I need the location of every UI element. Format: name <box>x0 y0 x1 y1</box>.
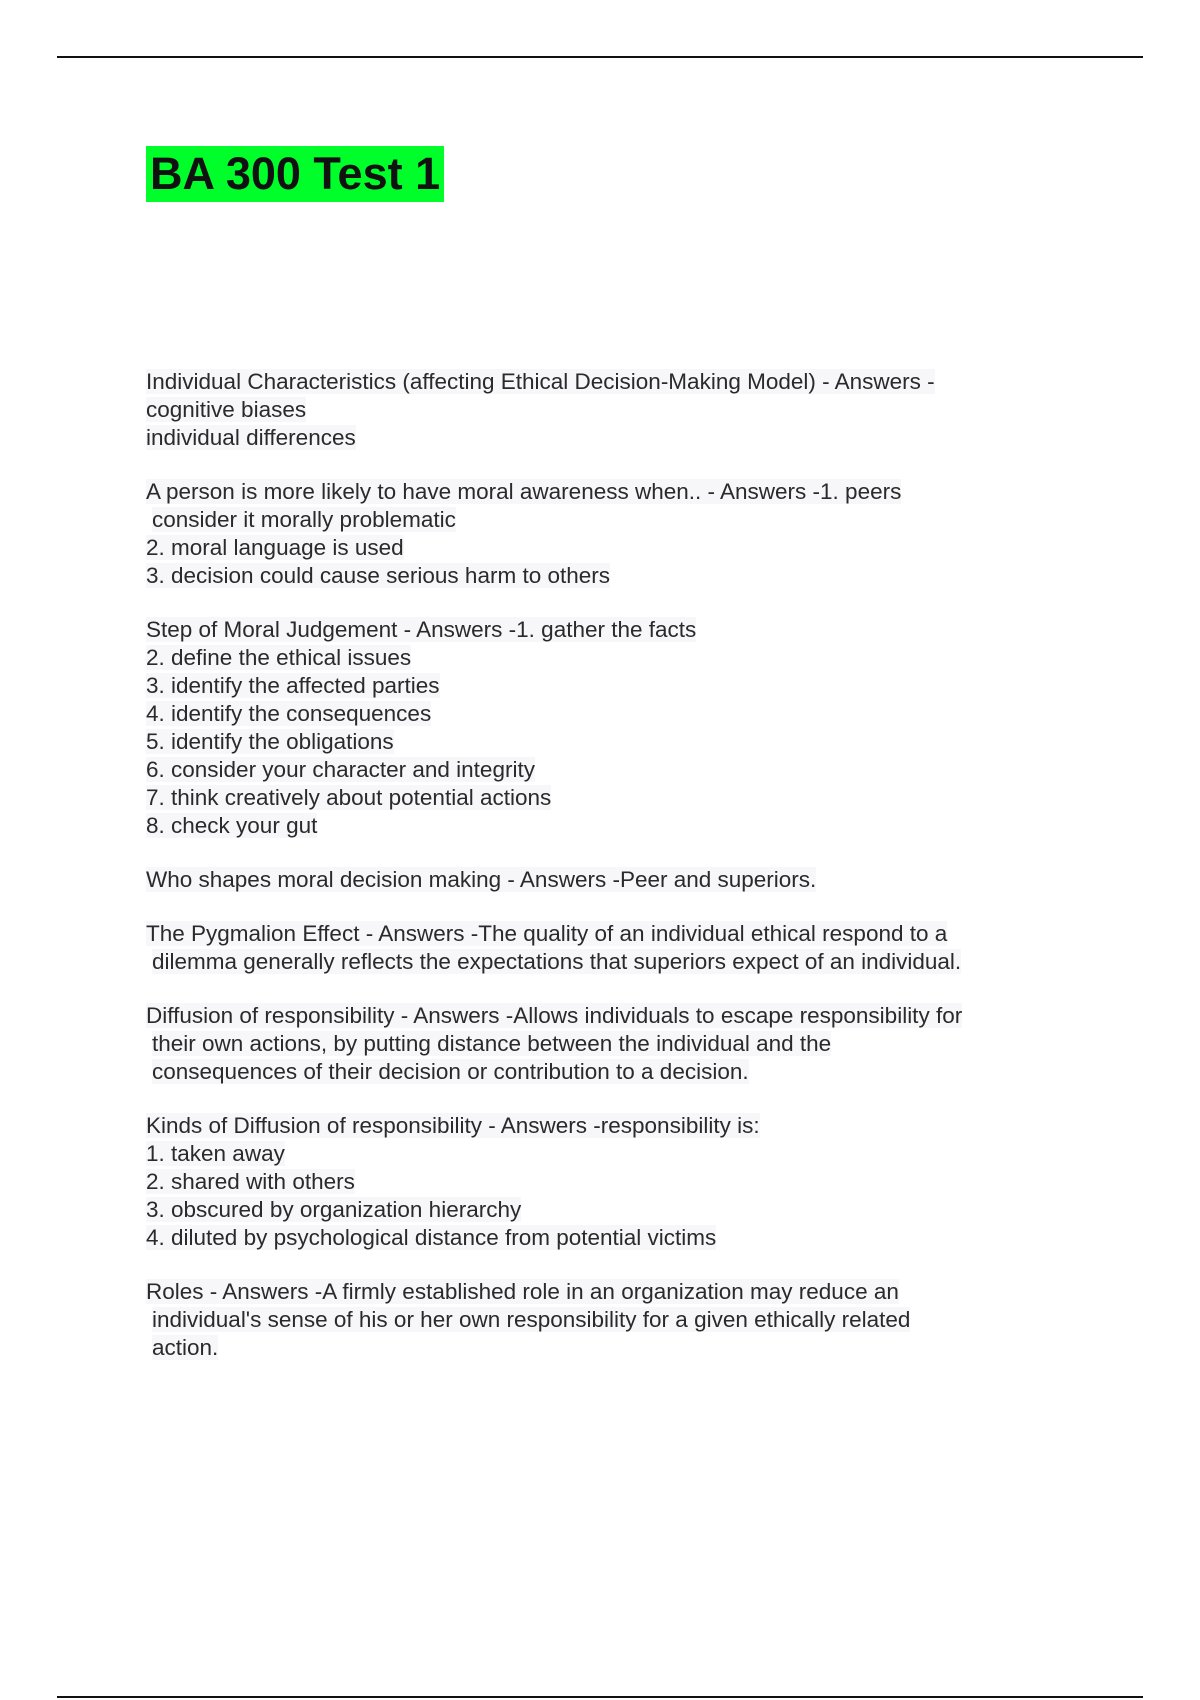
line-text: 3. identify the affected parties <box>146 673 440 698</box>
line-text: 2. define the ethical issues <box>146 645 412 670</box>
line-text: their own actions, by putting distance between the individual and the <box>152 1031 832 1056</box>
line-text: dilemma generally reflects the expectations that superiors expect of an individual. <box>152 949 962 974</box>
line-text: A person is more likely to have moral awareness when.. - Answers -1. peers <box>146 479 902 504</box>
qa-answer-line <box>146 506 1076 534</box>
line-text: 4. identify the consequences <box>146 701 432 726</box>
qa-entry <box>146 478 1076 590</box>
line-text: action. <box>152 1335 219 1360</box>
qa-answer-line <box>146 1224 1076 1252</box>
qa-answer-line <box>146 728 1076 756</box>
line-text: cognitive biases <box>146 397 307 422</box>
line-text: 1. taken away <box>146 1141 285 1166</box>
qa-answer-line <box>146 644 1076 672</box>
line-text: Who shapes moral decision making - Answers -Peer and superiors. <box>146 867 817 892</box>
qa-entry <box>146 1112 1076 1252</box>
line-text: 3. obscured by organization hierarchy <box>146 1197 522 1222</box>
top-rule <box>57 56 1143 58</box>
document-body <box>146 368 1076 1388</box>
qa-answer-line <box>146 784 1076 812</box>
qa-answer-line <box>146 1334 1076 1362</box>
line-text: The Pygmalion Effect - Answers -The quality of an individual ethical respond to a <box>146 921 948 946</box>
qa-entry <box>146 616 1076 840</box>
qa-answer-line <box>146 1306 1076 1334</box>
qa-answer-line <box>146 756 1076 784</box>
qa-answer-line <box>146 700 1076 728</box>
line-text: 7. think creatively about potential actions <box>146 785 552 810</box>
line-text: Step of Moral Judgement - Answers -1. gather the facts <box>146 617 697 642</box>
qa-answer-line <box>146 1030 1076 1058</box>
line-text: 8. check your gut <box>146 813 318 838</box>
qa-question-line <box>146 920 1076 948</box>
line-text: consequences of their decision or contribution to a decision. <box>152 1059 749 1084</box>
qa-answer-line <box>146 672 1076 700</box>
line-text: individual differences <box>146 425 356 450</box>
line-text: Roles - Answers -A firmly established role in an organization may reduce an <box>146 1279 899 1304</box>
qa-answer-line <box>146 1168 1076 1196</box>
line-text: Kinds of Diffusion of responsibility - Answers -responsibility is: <box>146 1113 760 1138</box>
qa-entry <box>146 920 1076 976</box>
qa-entry <box>146 866 1076 894</box>
qa-question-line <box>146 1002 1076 1030</box>
line-text: 5. identify the obligations <box>146 729 394 754</box>
line-text: 2. shared with others <box>146 1169 355 1194</box>
line-text: consider it morally problematic <box>152 507 456 532</box>
qa-entry <box>146 368 1076 452</box>
line-text: 4. diluted by psychological distance from potential victims <box>146 1225 717 1250</box>
qa-answer-line <box>146 1196 1076 1224</box>
qa-answer-line <box>146 396 1076 424</box>
qa-entry <box>146 1002 1076 1086</box>
qa-answer-line <box>146 424 1076 452</box>
qa-answer-line <box>146 562 1076 590</box>
qa-entry <box>146 1278 1076 1362</box>
qa-question-line <box>146 478 1076 506</box>
qa-answer-line <box>146 1140 1076 1168</box>
line-text: 6. consider your character and integrity <box>146 757 535 782</box>
qa-question-line <box>146 368 1076 396</box>
line-text: Individual Characteristics (affecting Ethical Decision-Making Model) - Answers - <box>146 369 935 394</box>
line-text: 2. moral language is used <box>146 535 404 560</box>
qa-answer-line <box>146 948 1076 976</box>
document-title: BA 300 Test 1 <box>146 146 444 202</box>
qa-question-line <box>146 1278 1076 1306</box>
line-text: Diffusion of responsibility - Answers -Allows individuals to escape responsibility for <box>146 1003 963 1028</box>
qa-question-line <box>146 616 1076 644</box>
qa-answer-line <box>146 1058 1076 1086</box>
qa-question-line <box>146 1112 1076 1140</box>
qa-answer-line <box>146 812 1076 840</box>
line-text: 3. decision could cause serious harm to others <box>146 563 610 588</box>
qa-answer-line <box>146 534 1076 562</box>
qa-question-line <box>146 866 1076 894</box>
bottom-rule <box>57 1696 1143 1698</box>
line-text: individual's sense of his or her own responsibility for a given ethically related <box>152 1307 911 1332</box>
